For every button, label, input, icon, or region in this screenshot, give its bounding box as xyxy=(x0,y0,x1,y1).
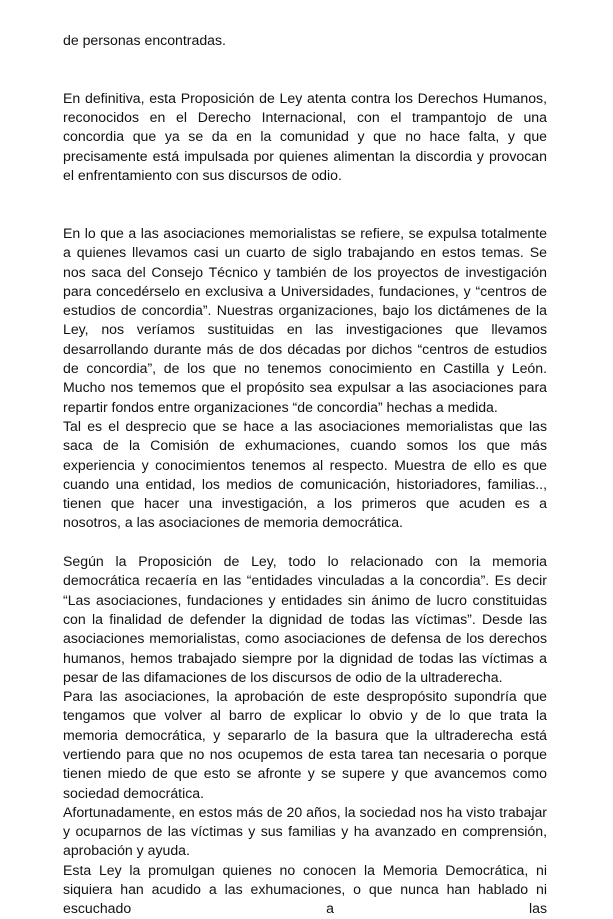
paragraph-asociaciones-memorialistas: En lo que a las asociaciones memorialistas se refiere, se expulsa totalmente a quienes llevamos casi un cuarto de siglo trabajando en estos temas. Se nos saca del Consejo Técnico y también de los proyectos de investigación para concedérselo en exclusiva a Universidades, fundaciones, y “centros de estudios de concordia”. Nuestras organizaciones, bajo los dictámenes de la Ley, nos veríamos sustituidas en las investigaciones que llevamos desarrollando durante más de dos décadas por dichos “centros de estudios de concordia”, de los que no tenemos conocimiento en Castilla y León. Mucho nos tememos que el propósito sea expulsar a las asociaciones para repartir fondos entre organizaciones “de concordia” hechas a medida. xyxy=(63,224,547,415)
paragraph-gap xyxy=(63,50,547,89)
paragraph-esta-ley: Esta Ley la promulgan quienes no conocen la Memoria Democrática, ni siquiera han acudido a las exhumaciones, o que nunca han hablado ni escuchado a las xyxy=(63,861,547,917)
paragraph-definitiva: En definitiva, esta Proposición de Ley atenta contra los Derechos Humanos, reconocidos en el Derecho Internacional, con el trampantojo de una concordia que ya se da en la comunidad y que no hace falta, y que precisamente está impulsada por quienes alimentan la discordia y provocan el enfrentamiento con sus discursos de odio. xyxy=(63,89,547,184)
paragraph-continuation: de personas encontradas. xyxy=(63,32,226,48)
document-page xyxy=(63,31,547,919)
paragraph-proposicion: Según la Proposición de Ley, todo lo relacionado con la memoria democrática recaería en las “entidades vinculadas a la concordia”. Es decir “Las asociaciones, fundaciones y entidades sin ánimo de lucro constituidas con la finalidad de defender la dignidad de todas las víctimas”. Desde las asociaciones memorialistas, como asociaciones de defensa de los derechos humanos, hemos trabajado siempre por la dignidad de todas las víctimas a pesar de las difamaciones de los discursos de odio de la ultraderecha. xyxy=(63,553,547,685)
paragraph-afortunadamente: Afortunadamente, en estos más de 20 años, la sociedad nos ha visto trabajar y ocuparnos de las víctimas y sus familias y ha avanzado en comprensión, aprobación y ayuda. xyxy=(63,803,547,859)
paragraph-aprobacion: Para las asociaciones, la aprobación de este despropósito supondría que tengamos que volver al barro de explicar lo obvio y de lo que trata la memoria democrática, y separarlo de la basura que la ultraderecha está vertiendo para que no nos ocupemos de esta tarea tan necesaria o porque tienen miedo de que esto se afronte y se supere y que avancemos como sociedad democrática. xyxy=(63,688,547,801)
paragraph-gap xyxy=(63,185,547,224)
paragraph-desprecio: Tal es el desprecio que se hace a las asociaciones memorialistas que las saca de la Comisión de exhumaciones, cuando somos los que más experiencia y conocimientos tenemos al respecto. Muestra de ello es que cuando una entidad, los medios de comunicación, historiadores, familias.., tienen que hacer una investigación, a los primeros que acuden es a nosotros, a las asociaciones de memoria democrática. xyxy=(63,417,547,531)
paragraph-gap xyxy=(63,533,547,552)
